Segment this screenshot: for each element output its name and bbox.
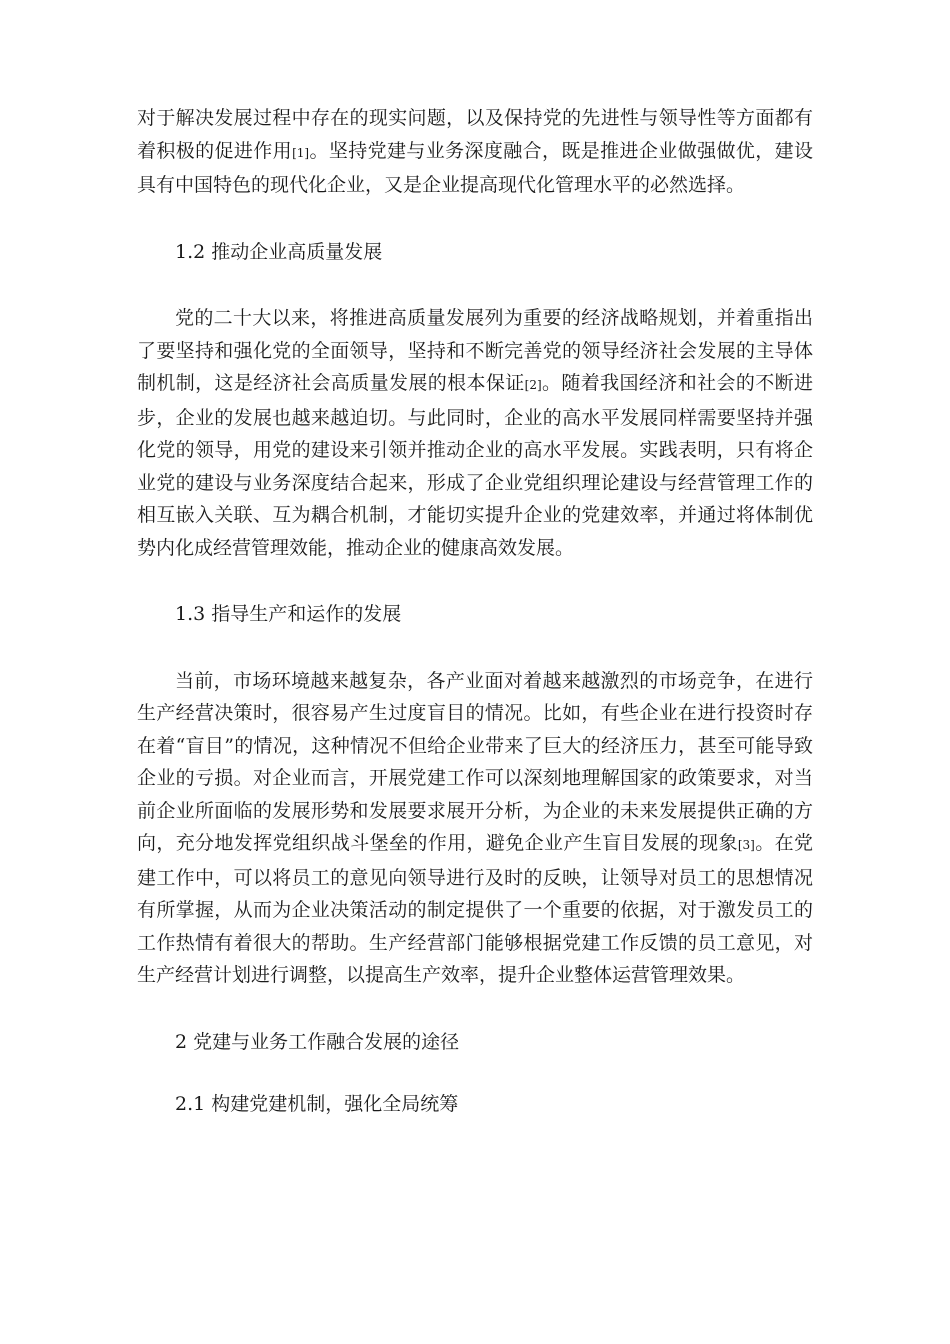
paragraph-text-after: 。随着我国经济和社会的不断进步，企业的发展也越来越迫切。与此同时，企业的高水平发展同样需要坚持并强化党的领导，用党的建设来引领并推动企业的高水平发展。实践表明，只有将企业党的建设与业务深度结合起来，形成了企业党组织理论建设与经营管理工作的相互嵌入关联、互为耦合机制，才能切实提升企业的党建效率，并通过将体制优势内化成经营管理效能，推动企业的健康高效发展。 [137,372,813,559]
section-heading-2: 2 党建与业务工作融合发展的途径 [175,1030,460,1053]
section-heading-1-3: 1.3 指导生产和运作的发展 [175,603,402,625]
paragraph-text: 党的二十大以来，将推进高质量发展列为重要的经济战略规划，并着重指出了要坚持和强化党的全面领导，坚持和不断完善党的领导经济社会发展的主导体制机制，这是经济社会高质量发展的根本保证 [137,307,813,394]
document-page [137,102,813,1121]
paragraph-production-guidance [137,665,813,992]
paragraph-high-quality-development [137,302,813,564]
paragraph-intro-continuation [137,102,813,202]
paragraph-text-after: 。在党建工作中，可以将员工的意见向领导进行及时的反映，让领导对员工的思想情况有所掌握，从而为企业决策活动的制定提供了一个重要的依据，对于激发员工的工作热情有着很大的帮助。生产经营部门能够根据党建工作反馈的员工意见，对生产经营计划进行调整，以提高生产效率，提升企业整体运营管理效果。 [137,832,813,986]
paragraph-text: 当前，市场环境越来越复杂，各产业面对着越来越激烈的市场竞争，在进行生产经营决策时，很容易产生过度盲目的情况。比如，有些企业在进行投资时存在着“盲目”的情况，这种情况不但给企业带来了巨大的经济压力，甚至可能导致企业的亏损。对企业而言，开展党建工作可以深刻地理解国家的政策要求，对当前企业所面临的发展形势和发展要求展开分析，为企业的未来发展提供正确的方向，充分地发挥党组织战斗堡垒的作用，避免企业产生盲目发展的现象 [137,669,813,854]
paragraph-text: 对于解决发展过程中存在的现实问题，以及保持党的先进性与领导性等方面都有着积极的促进作用 [137,107,813,162]
section-heading-2-1: 2.1 构建党建机制，强化全局统筹 [175,1093,459,1115]
citation-ref-1: [1] [292,145,310,160]
citation-ref-2: [2] [524,378,542,392]
section-heading-1-2: 1.2 推动企业高质量发展 [175,240,383,263]
paragraph-text-after: 。坚持党建与业务深度融合，既是推进企业做强做优，建设具有中国特色的现代化企业，又是企业提高现代化管理水平的必然选择。 [137,139,813,196]
citation-ref-3: [3] [737,838,755,852]
